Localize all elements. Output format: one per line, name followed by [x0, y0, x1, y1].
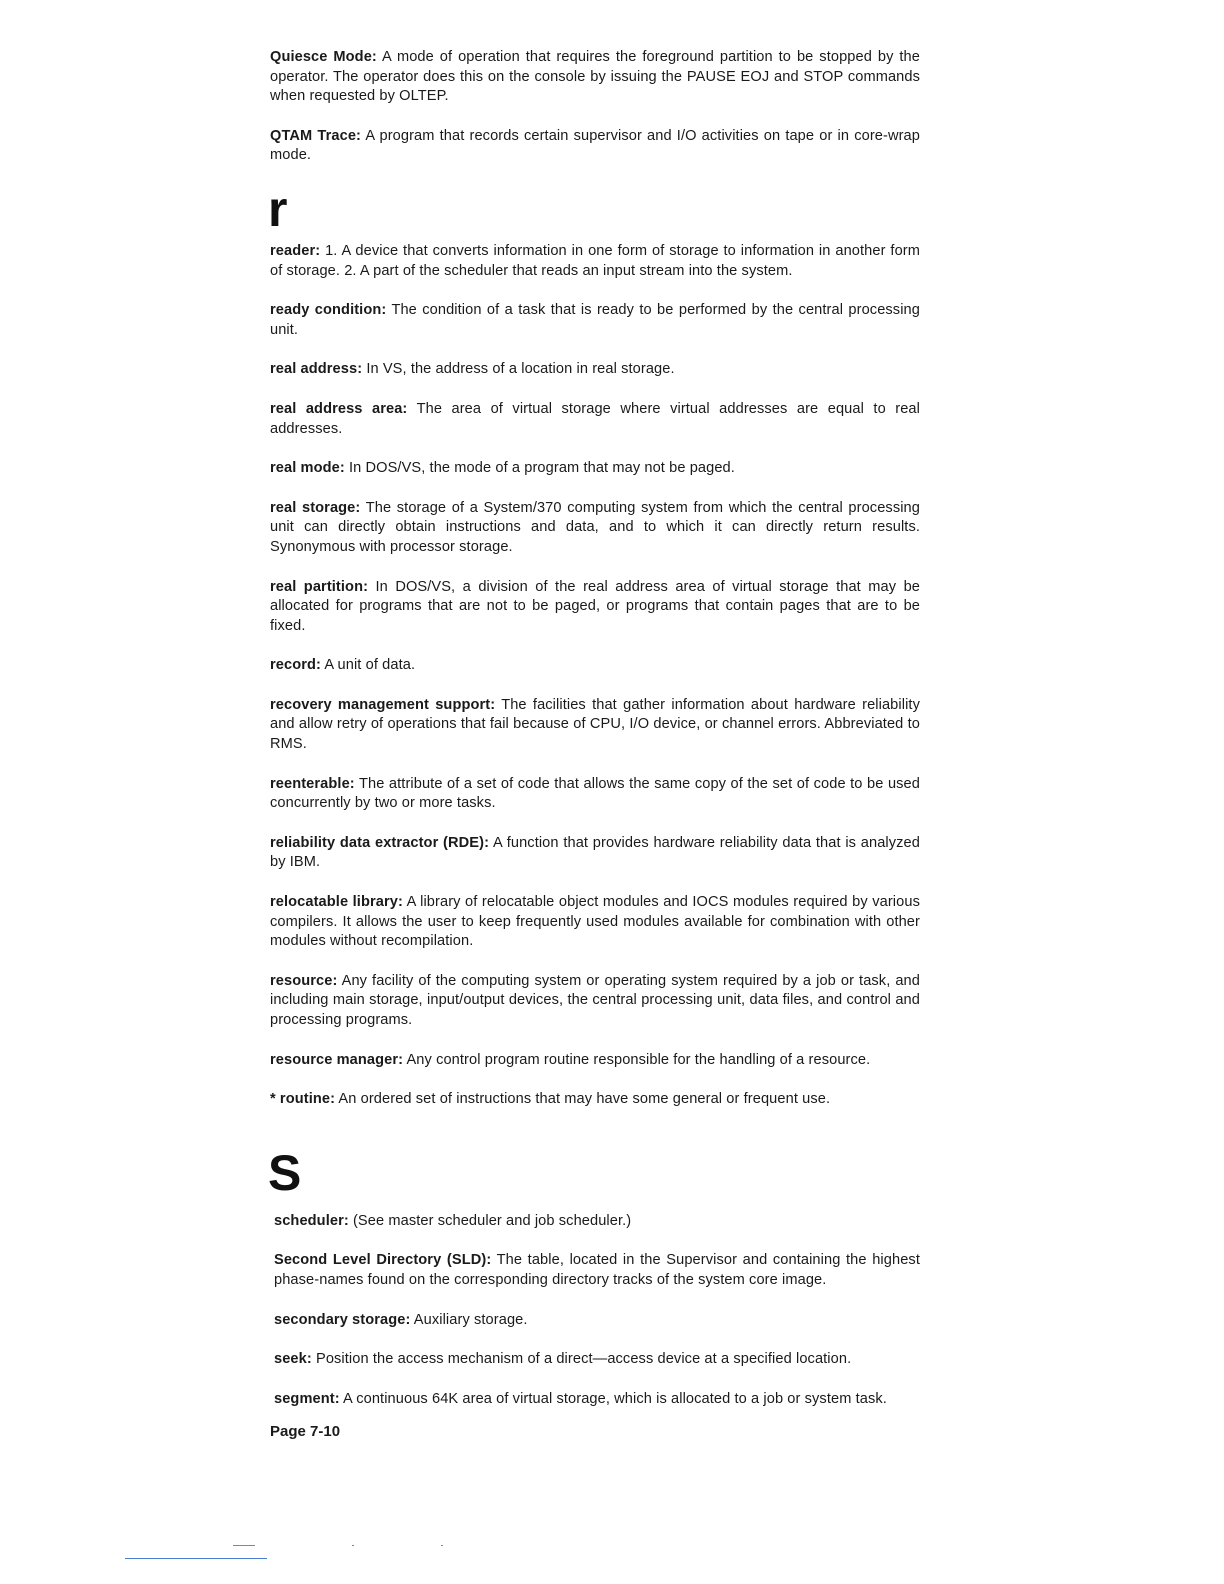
glossary-definition: A function that provides hardware reliability data that is analyzed by IBM.: [270, 834, 920, 871]
glossary-entry-reader: [270, 242, 920, 281]
glossary-definition: Position the access mechanism of a direct—access device at a specified location.: [315, 1351, 852, 1368]
glossary-entry-resource: [270, 972, 920, 1031]
glossary-page: [270, 48, 920, 1440]
glossary-term: segment:: [274, 1390, 340, 1407]
glossary-term: Quiesce Mode:: [270, 49, 377, 65]
glossary-entry-qtam-trace: [270, 127, 920, 166]
glossary-entry-segment: [274, 1390, 920, 1410]
glossary-term: real mode:: [270, 460, 345, 477]
scan-mark: [233, 1545, 255, 1546]
glossary-definition: A mode of operation that requires the foreground partition to be stopped by the operator. The operator does this on the console by issuing the PAUSE EOJ and STOP commands when requested by OLTEP.: [270, 49, 920, 105]
glossary-definition: Any control program routine responsible for the handling of a resource.: [406, 1051, 871, 1068]
glossary-entry-routine: [270, 1090, 920, 1110]
glossary-definition: A program that records certain supervisor and I/O activities on tape or in core-wrap mode.: [270, 127, 920, 164]
glossary-entry-secondary-storage: [274, 1311, 920, 1331]
glossary-term: * routine:: [270, 1091, 336, 1108]
page-number: Page 7-10: [270, 1423, 341, 1441]
glossary-term: secondary storage:: [274, 1311, 411, 1328]
section-s-entries: [274, 1212, 920, 1410]
glossary-definition: A continuous 64K area of virtual storage, which is allocated to a job or system task.: [343, 1390, 887, 1407]
glossary-term: Second Level Directory (SLD):: [274, 1252, 492, 1269]
glossary-entry-real-partition: [270, 578, 920, 637]
glossary-term: seek:: [274, 1351, 312, 1368]
section-letter-r: r: [268, 180, 288, 237]
glossary-term: QTAM Trace:: [270, 127, 361, 144]
glossary-term: resource:: [270, 972, 338, 989]
glossary-entry-scheduler: [274, 1212, 920, 1232]
glossary-term: relocatable library:: [270, 894, 403, 911]
glossary-definition: The attribute of a set of code that allows the same copy of the set of code to be used concurrently by two or more tasks.: [270, 775, 920, 812]
glossary-entry-reenterable: [270, 775, 920, 814]
glossary-definition: Any facility of the computing system or operating system required by a job or task, and including main storage, input/output devices, the central processing unit, data files, and control and processing programs.: [270, 972, 920, 1028]
glossary-definition: The table, located in the Supervisor and containing the highest phase-names found on the corresponding directory tracks of the system core image.: [274, 1252, 920, 1288]
glossary-entry-reliability-data-extractor: [270, 834, 920, 873]
glossary-entry-real-address-area: [270, 400, 920, 439]
glossary-entry-resource-manager: [270, 1051, 920, 1071]
glossary-term: reenterable:: [270, 775, 355, 792]
glossary-term: ready condition:: [270, 302, 387, 319]
glossary-definition: The storage of a System/370 computing system from which the central processing unit can directly obtain instructions and data, and to which it can directly return results. Synonymous with processor storage.: [270, 499, 920, 555]
glossary-term: record:: [270, 657, 321, 674]
glossary-entry-recovery-management-support: [270, 696, 920, 755]
glossary-definition: The condition of a task that is ready to be performed by the central processing unit.: [270, 302, 920, 338]
glossary-term: scheduler:: [274, 1212, 349, 1229]
glossary-definition: Auxiliary storage.: [413, 1311, 528, 1328]
footer-rule: [125, 1558, 267, 1559]
glossary-entry-second-level-directory: [274, 1251, 920, 1290]
glossary-definition: A unit of data.: [324, 657, 416, 674]
glossary-entry-quiesce-mode: [270, 48, 920, 107]
glossary-term: resource manager:: [270, 1051, 404, 1068]
glossary-term: reliability data extractor (RDE):: [270, 834, 490, 851]
glossary-entry-real-mode: [270, 459, 920, 479]
glossary-definition: The area of virtual storage where virtual addresses are equal to real addresses.: [270, 400, 920, 437]
glossary-term: real address area:: [270, 400, 408, 417]
glossary-definition: An ordered set of instructions that may have some general or frequent use.: [338, 1091, 831, 1108]
glossary-entry-real-address: [270, 360, 920, 380]
glossary-definition: In DOS/VS, a division of the real address area of virtual storage that may be allocated for programs that are not to be paged, or programs that contain pages that are to be fixed.: [270, 578, 921, 634]
glossary-definition: A library of relocatable object modules and IOCS modules required by various compilers. It allows the user to keep frequently used modules available for combination with other modules without recompilation.: [270, 894, 920, 950]
glossary-definition: In VS, the address of a location in real storage.: [366, 361, 675, 378]
glossary-entry-ready-condition: [270, 301, 920, 340]
scan-mark: [352, 1545, 354, 1546]
glossary-entry-relocatable-library: [270, 893, 920, 952]
glossary-definition: 1. A device that converts information in one form of storage to information in another form of storage. 2. A part of the scheduler that reads an input stream into the system.: [270, 242, 921, 279]
glossary-entry-seek: [274, 1350, 920, 1370]
glossary-term: reader:: [270, 242, 321, 259]
glossary-entry-real-storage: [270, 499, 920, 558]
glossary-term: real storage:: [270, 499, 361, 516]
scan-mark: [441, 1545, 443, 1546]
section-letter-s: S: [268, 1144, 302, 1201]
glossary-term: real address:: [270, 361, 363, 378]
glossary-definition: In DOS/VS, the mode of a program that may not be paged.: [348, 460, 735, 477]
glossary-term: recovery management support:: [270, 696, 496, 713]
glossary-definition: (See master scheduler and job scheduler.): [352, 1212, 632, 1229]
glossary-entry-record: [270, 656, 920, 676]
glossary-term: real partition:: [270, 578, 369, 595]
glossary-definition: The facilities that gather information about hardware reliability and allow retry of operations that fail because of CPU, I/O device, or channel errors. Abbreviated to RMS.: [270, 696, 920, 753]
